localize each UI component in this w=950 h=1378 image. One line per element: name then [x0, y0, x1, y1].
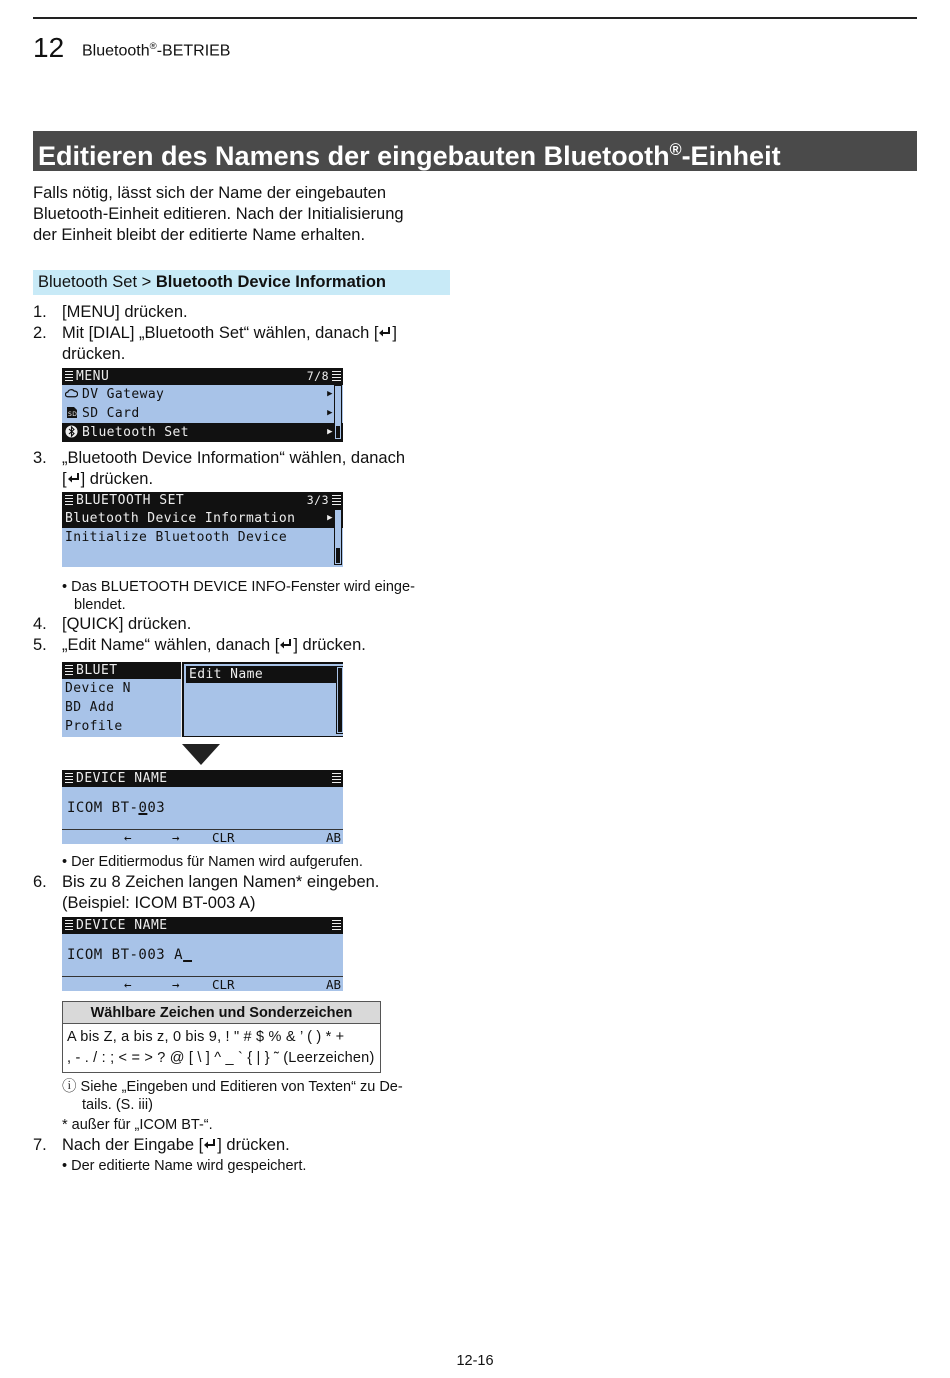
enter-icon — [67, 471, 81, 485]
chapter-title: Bluetooth®-BETRIEB — [82, 41, 231, 60]
enter-icon — [279, 637, 293, 651]
info-row-profile: Profile — [65, 719, 123, 734]
step-5-note: • Der Editiermodus für Namen wird aufgerufen. — [62, 854, 363, 870]
section-title: Editieren des Namens der eingebauten Bluetooth®-Einheit — [33, 131, 917, 171]
device-name-screen-1: DEVICE NAME ICOM BT-003 ← → CLR AB — [62, 770, 343, 844]
footnote: * außer für „ICOM BT-“. — [62, 1117, 213, 1133]
menu-item-bluetooth-set[interactable]: Bluetooth Set ▶ — [62, 423, 343, 442]
menu-screen: MENU 7/8 DV Gateway ▶ SD SD Card ▶ Bluetooth Set ▶ — [62, 368, 343, 442]
down-arrow-icon — [182, 744, 220, 765]
text-cursor: 0 — [138, 800, 148, 816]
input-mode-key[interactable]: AB — [326, 977, 342, 991]
popup-item-edit-name[interactable]: Edit Name — [186, 666, 336, 683]
step-7: 7. Nach der Eingabe [ ] drücken. — [33, 1136, 290, 1154]
clear-key[interactable]: CLR — [212, 977, 235, 991]
text-cursor — [183, 947, 192, 963]
menu-item-bluetooth-device-information[interactable]: Bluetooth Device Information ▶ — [62, 509, 343, 528]
cursor-right-key[interactable]: → — [172, 830, 180, 844]
device-name-screen-2: DEVICE NAME ICOM BT-003 A ← → CLR AB — [62, 917, 343, 991]
info-row-bd-address: BD Add — [65, 700, 115, 715]
menu-path: Bluetooth Set > Bluetooth Device Information — [33, 270, 450, 295]
step-6: 6. Bis zu 8 Zeichen langen Namen* eingeben. (Beispiel: ICOM BT-003 A) — [33, 873, 380, 912]
step-3: 3. „Bluetooth Device Information“ wählen, danach [ ] drücken. — [33, 449, 406, 488]
characters-table-cell: A bis Z, a bis z, 0 bis 9, ! " # $ % & ’ ( ) * + , - . / : ; < = > ? @ [ \ ] ^ _ ` { | } ˜ (Leerzeichen) — [67, 1029, 375, 1066]
enter-icon — [203, 1137, 217, 1151]
sd-card-icon — [65, 406, 78, 419]
quick-menu-popup — [182, 662, 343, 737]
cloud-icon — [65, 387, 78, 400]
device-info-screen: BLUET Device N BD Add Profile Edit Name — [62, 662, 343, 737]
step-5: 5. „Edit Name“ wählen, danach [ ] drücken. — [33, 636, 366, 654]
info-note: ⓘ Siehe „Eingeben und Editieren von Texten“ zu De- tails. (S. iii) — [62, 1079, 403, 1113]
info-icon: ⓘ — [62, 1079, 77, 1095]
svg-text:SD: SD — [68, 411, 78, 418]
step-3-note: • Das BLUETOOTH DEVICE INFO-Fenster wird einge- blendet. — [62, 579, 415, 613]
step-4: 4. [QUICK] drücken. — [33, 615, 192, 633]
menu-item-initialize-bluetooth-device[interactable]: Initialize Bluetooth Device — [65, 530, 288, 545]
header-rule — [33, 17, 917, 19]
device-name-field[interactable]: ICOM BT-003 — [67, 800, 166, 816]
step-7-note: • Der editierte Name wird gespeichert. — [62, 1158, 307, 1174]
cursor-left-key[interactable]: ← — [124, 830, 132, 844]
enter-icon — [378, 325, 392, 339]
step-1: 1. [MENU] drücken. — [33, 303, 188, 321]
info-row-device-name: Device N — [65, 681, 131, 696]
intro-paragraph: Falls nötig, lässt sich der Name der eingebauten Bluetooth-Einheit editieren. Nach der Initialisierung der Einheit bleibt der editierte Name erhalten. — [33, 184, 404, 244]
characters-table-header: Wählbare Zeichen und Sonderzeichen — [63, 1002, 381, 1024]
cursor-left-key[interactable]: ← — [124, 977, 132, 991]
cursor-right-key[interactable]: → — [172, 977, 180, 991]
input-mode-key[interactable]: AB — [326, 830, 342, 844]
page-number: 12-16 — [456, 1353, 494, 1369]
bluetooth-icon — [65, 425, 78, 438]
menu-item-dv-gateway[interactable]: DV Gateway ▶ — [62, 385, 343, 404]
characters-table — [62, 1001, 381, 1073]
bluetooth-set-screen: BLUETOOTH SET 3/3 Bluetooth Device Information ▶ Initialize Bluetooth Device — [62, 492, 343, 567]
chapter-number: 12 — [33, 32, 65, 63]
clear-key[interactable]: CLR — [212, 830, 235, 844]
step-2: 2. Mit [DIAL] „Bluetooth Set“ wählen, danach [ ] drücken. — [33, 324, 398, 363]
device-name-field[interactable]: ICOM BT-003 A — [62, 934, 343, 976]
menu-item-sd-card[interactable]: SD SD Card ▶ — [62, 404, 343, 423]
